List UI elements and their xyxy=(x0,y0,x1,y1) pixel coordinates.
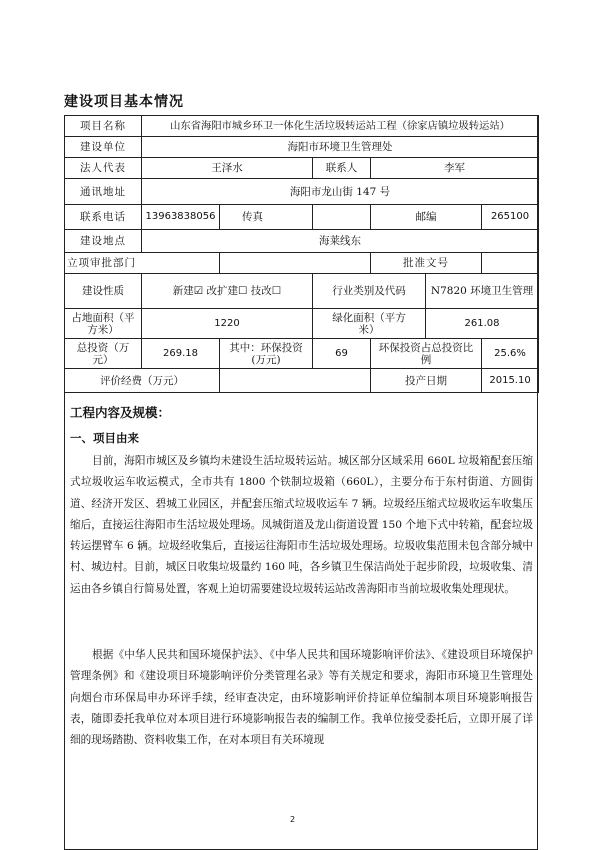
industry-label: 行业类别及代码 xyxy=(313,274,426,309)
contact-value: 李军 xyxy=(371,158,539,179)
address-label: 通讯地址 xyxy=(65,179,142,205)
unit-label: 建设单位 xyxy=(65,137,142,158)
approval-no-value xyxy=(482,253,539,274)
site-label: 建设地点 xyxy=(65,230,142,253)
green-label: 绿化面积（平方米） xyxy=(313,309,426,339)
nature-label: 建设性质 xyxy=(65,274,142,309)
paragraph-origin: 目前，海阳市城区及乡镇均未建设生活垃圾转运站。城区部分区域采用 660L 垃圾箱配套压缩式垃圾收运车收运模式，全市共有 1800 个铁制垃圾箱（660L），主要分布于东村街道、方圆街道、经济开发区、碧城工业园区，并配套压缩式垃圾收运车 7 辆。垃圾经压缩式垃圾收运车收集压缩后，直接运往海阳市生活垃圾处理场。凤城街道及龙山街道设置 150 个地下式中转箱，配套垃圾转运摆臂车 6 辆。垃圾经收集后，直接运往海阳市生活垃圾处理场。垃圾收集范围未包含部分城中村、城边村。目前，城区日收集垃圾量约 160 吨，各乡镇卫生保洁尚处于起步阶段，垃圾收集、清运由各乡镇自行简易处置，客观上迫切需要建设垃圾转运站改善海阳市当前垃圾收集处理现状。 xyxy=(70,455,533,595)
env-ratio-value: 25.6% xyxy=(482,339,539,369)
eval-fee-label: 评价经费（万元） xyxy=(65,369,220,393)
site-value: 海莱线东 xyxy=(142,230,539,253)
eval-fee-value xyxy=(220,369,371,393)
phone-value: 13963838056 xyxy=(142,205,220,230)
approval-dept-label: 立项审批部门 xyxy=(65,253,220,274)
page-heading: 建设项目基本情况 xyxy=(64,94,184,110)
page-number: 2 xyxy=(290,815,296,824)
start-date-value: 2015.10 xyxy=(482,369,539,393)
subsection-title: 一、项目由来 xyxy=(70,431,139,445)
contact-label: 联系人 xyxy=(313,158,371,179)
area-label: 占地面积（平方米） xyxy=(65,309,142,339)
approval-dept-value xyxy=(220,253,371,274)
section-title: 工程内容及规模： xyxy=(70,405,171,420)
total-inv-label: 总投资（万元） xyxy=(65,339,142,369)
phone-label: 联系电话 xyxy=(65,205,142,230)
area-value: 1220 xyxy=(142,309,313,339)
total-inv-value: 269.18 xyxy=(142,339,220,369)
fax-value xyxy=(313,205,371,230)
env-inv-value: 69 xyxy=(313,339,371,369)
industry-value: N7820 环境卫生管理 xyxy=(426,274,539,309)
green-value: 261.08 xyxy=(426,309,539,339)
project-name-label: 项目名称 xyxy=(65,116,142,137)
nature-options: 新建☑ 改扩建☐ 技改☐ xyxy=(142,274,313,309)
approval-no-label: 批准文号 xyxy=(371,253,482,274)
start-date-label: 投产日期 xyxy=(371,369,482,393)
postcode-value: 265100 xyxy=(482,205,539,230)
unit-value: 海阳市环境卫生管理处 xyxy=(142,137,539,158)
project-name-value: 山东省海阳市城乡环卫一体化生活垃圾转运站工程（徐家店镇垃圾转运站） xyxy=(142,116,539,137)
fax-label: 传真 xyxy=(220,205,313,230)
legal-rep-label: 法人代表 xyxy=(65,158,142,179)
address-value: 海阳市龙山街 147 号 xyxy=(142,179,539,205)
env-ratio-label: 环保投资占总投资比例 xyxy=(371,339,482,369)
postcode-label: 邮编 xyxy=(371,205,482,230)
paragraph-basis: 根据《中华人民共和国环境保护法》、《中华人民共和国环境影响评价法》、《建设项目环境保护管理条例》和《建设项目环境影响评价分类管理名录》等有关规定和要求，海阳市环境卫生管理处向烟台市环保局申办环评手续，经审查决定，由环境影响评价持证单位编制本项目环境影响报告表，随即委托我单位对本项目进行环境影响报告表的编制工作。我单位接受委托后，立即开展了详细的现场踏勘、资料收集工作，在对本项目有关环境现 xyxy=(70,649,533,747)
legal-rep-value: 王泽水 xyxy=(142,158,313,179)
env-inv-label: 其中：环保投资(万元) xyxy=(220,339,313,369)
basic-info-table xyxy=(64,115,539,393)
